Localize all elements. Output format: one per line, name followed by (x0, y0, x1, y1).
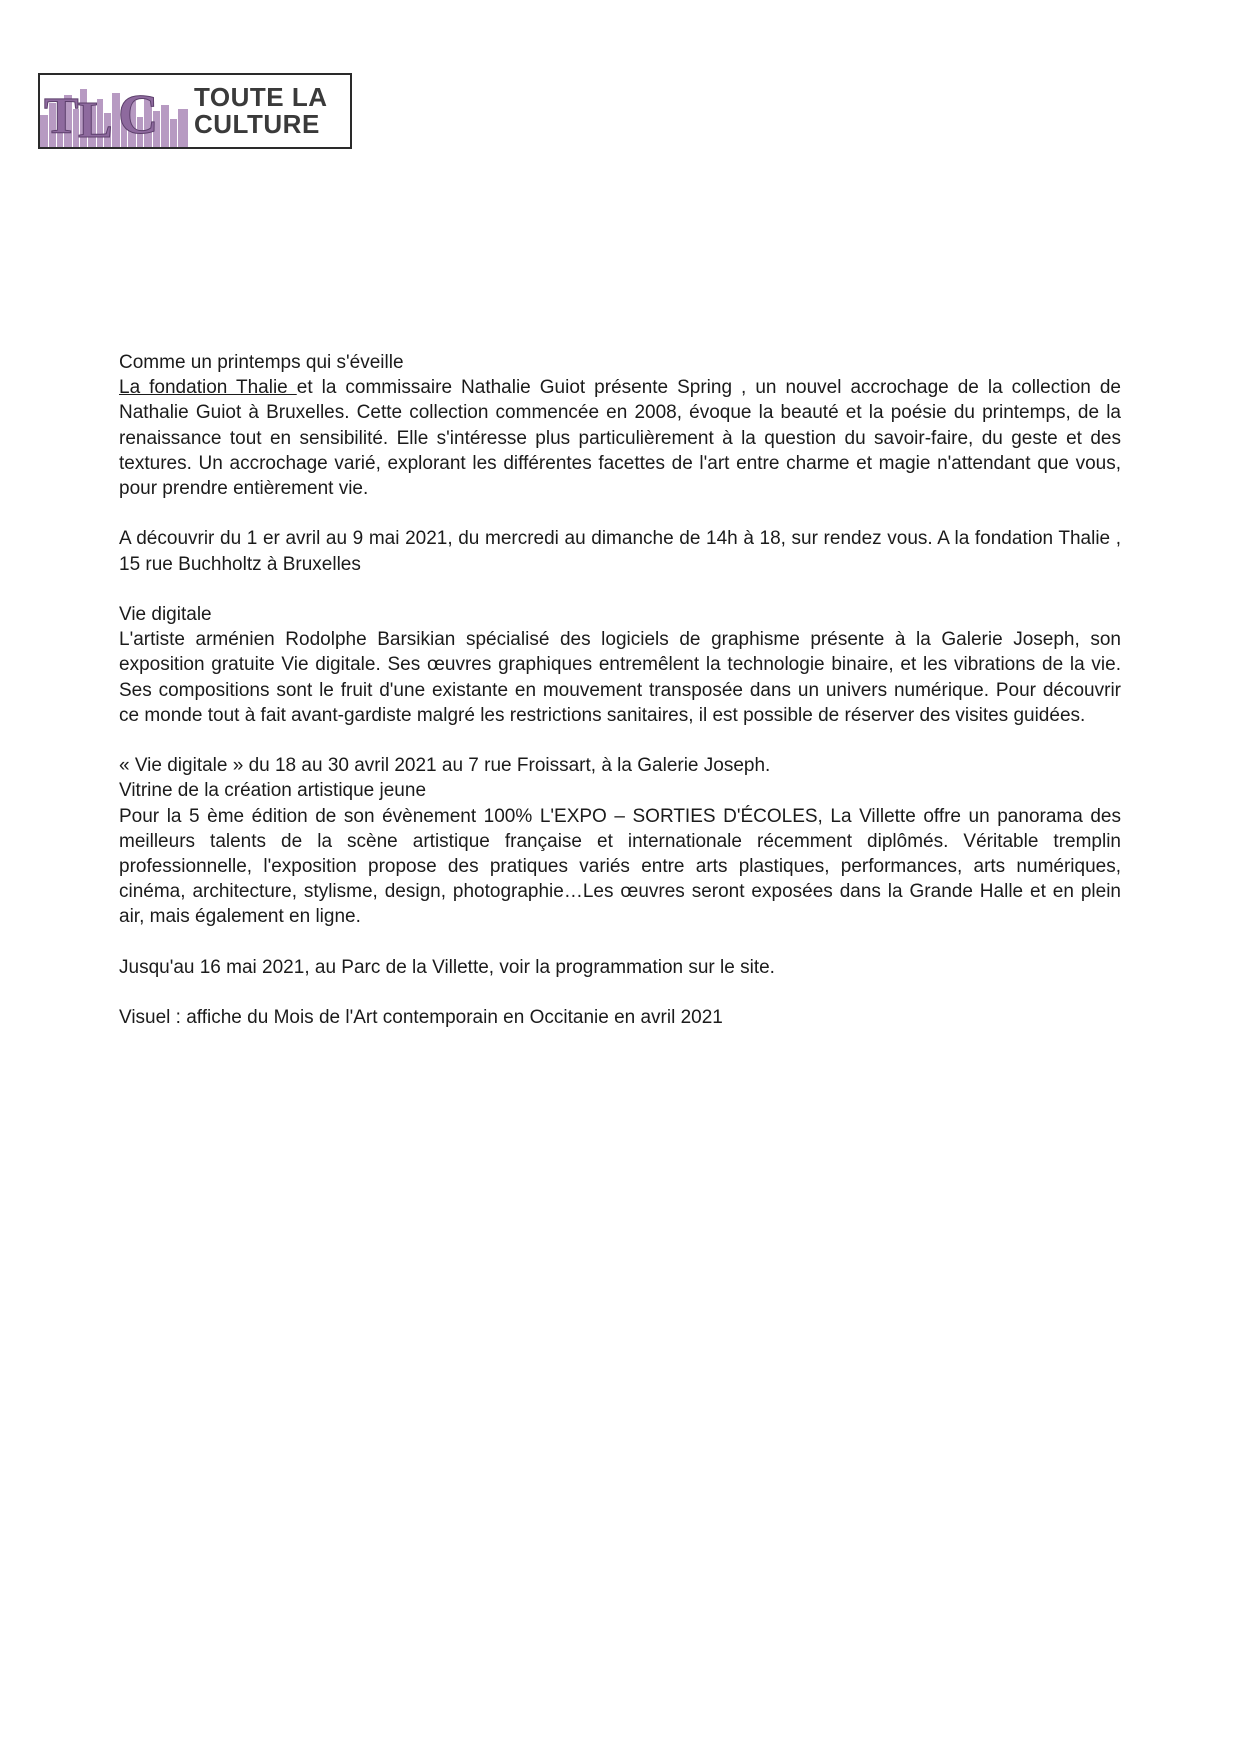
paragraph-spring-text: et la commissaire Nathalie Guiot présente Spring , un nouvel accrochage de la collection de Nathalie Guiot à Bruxelles. Cette collection commencée en 2008, évoque la beauté et la poésie du printemps, de la renaissance tout en sensibilité. Elle s'intéresse plus particulièrement à la question du savoir-faire, du geste et des textures. Un accrochage varié, explorant les différentes facettes de l'art entre charme et magie n'attendant que vous, pour prendre entièrement vie. (119, 377, 1121, 500)
svg-text:C: C (118, 84, 159, 146)
section-title-vitrine: Vitrine de la création artistique jeune (119, 780, 427, 802)
logo-skyline-icon (40, 75, 188, 147)
paragraph-vitrine: Pour la 5 ème édition de son évènement 100% L'EXPO – SORTIES D'ÉCOLES, La Villette offre un panorama des meilleurs talents de la scène artistique française et internationale récemment diplômés. Véritable tremplin professionnelle, l'exposition propose des pratiques variés entre arts plastiques, performances, arts numériques, cinéma, architecture, stylisme, design, photographie…Les œuvres seront exposées dans la Grande Halle et en plein air, mais également en ligne. (119, 805, 1121, 928)
svg-text:T: T (44, 88, 79, 145)
visual-caption: Visuel : affiche du Mois de l'Art contemporain en Occitanie en avril 2021 (119, 1007, 723, 1029)
svg-text:L: L (78, 92, 113, 147)
paragraph-spring (119, 375, 1121, 501)
link-fondation-thalie[interactable]: La fondation Thalie (119, 377, 297, 399)
paragraph-spring-info: A découvrir du 1 er avril au 9 mai 2021, du mercredi au dimanche de 14h à 18, sur rendez vous. A la fondation Thalie , 15 rue Buchholtz à Bruxelles (119, 528, 1121, 575)
section-title-vie-digitale: Vie digitale (119, 604, 212, 625)
site-logo[interactable] (38, 73, 352, 149)
section-title-spring: Comme un printemps qui s'éveille (119, 352, 404, 373)
article-body (119, 350, 1121, 1030)
paragraph-vitrine-info: Jusqu'au 16 mai 2021, au Parc de la Villette, voir la programmation sur le site. (119, 956, 775, 978)
paragraph-vie-digitale-info: « Vie digitale » du 18 au 30 avril 2021 au 7 rue Froissart, à la Galerie Joseph. (119, 755, 771, 777)
logo-wordmark (188, 75, 350, 147)
paragraph-vie-digitale: L'artiste arménien Rodolphe Barsikian spécialisé des logiciels de graphisme présente à la Galerie Joseph, son exposition gratuite Vie digitale. Ses œuvres graphiques entremêlent la technologie binaire, et les vibrations de la vie. Ses compositions sont le fruit d'une existante en mouvement transposée dans un univers numérique. Pour découvrir ce monde tout à fait avant-gardiste malgré les restrictions sanitaires, il est possible de réserver des visites guidées. (119, 629, 1121, 726)
logo-mark (40, 75, 188, 147)
logo-line-1: TOUTE LA (194, 82, 328, 112)
logo-line-2: CULTURE (194, 109, 320, 139)
